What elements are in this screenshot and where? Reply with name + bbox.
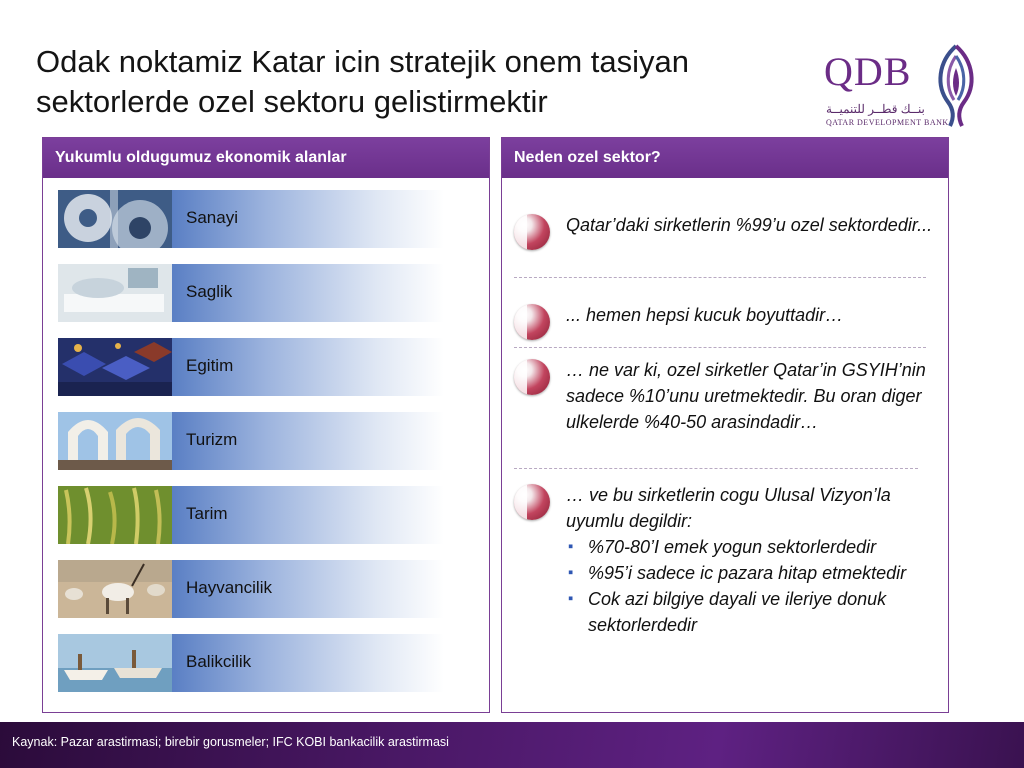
logo-english-text: QATAR DEVELOPMENT BANK (826, 118, 949, 127)
qdb-emblem-icon (928, 42, 984, 128)
qatar-flag-bullet-icon (514, 214, 550, 250)
page-title-line1: Odak noktamiz Katar icin stratejik onem tasiyan (36, 44, 689, 79)
divider-1 (514, 277, 926, 278)
arches-image-icon (58, 412, 172, 470)
sub-bullet-list (566, 534, 946, 638)
why-private-sector-header: Neden ozel sektor? (502, 138, 948, 178)
sector-bar-sanayi (172, 190, 444, 248)
sector-row-hayvancilik (58, 560, 444, 618)
sector-label-hayvancilik: Hayvancilik (186, 578, 272, 597)
sector-row-saglik (58, 264, 444, 322)
fishing-boats-image-icon (58, 634, 172, 692)
sub-bullet-1: ▪ %70-80’I emek yogun sektorlerdedir (566, 534, 946, 560)
qatar-flag-bullet-icon (514, 359, 550, 395)
sector-bar-tarim (172, 486, 444, 544)
sub-bullet-2: ▪ %95’i sadece ic pazara hitap etmektedir (566, 560, 946, 586)
sector-label-balikcilik: Balikcilik (186, 652, 252, 671)
sector-row-balikcilik (58, 634, 444, 692)
divider-2 (514, 347, 926, 348)
sector-row-tarim (58, 486, 444, 544)
divider-3 (514, 468, 918, 469)
page-title (36, 42, 796, 122)
economic-areas-header: Yukumlu oldugumuz ekonomik alanlar (43, 138, 489, 178)
sector-label-turizm: Turizm (186, 430, 238, 449)
economic-areas-panel (42, 137, 490, 713)
sector-label-egitim: Egitim (186, 356, 234, 375)
oryx-image-icon (58, 560, 172, 618)
why-private-sector-panel (501, 137, 949, 713)
sector-bar-saglik (172, 264, 444, 322)
sector-label-saglik: Saglik (186, 282, 233, 301)
graduation-caps-image-icon (58, 338, 172, 396)
reason-text-4-block (566, 482, 946, 638)
qatar-flag-bullet-icon (514, 484, 550, 520)
wheat-field-image-icon (58, 486, 172, 544)
reason-text-3: … ne var ki, ozel sirketler Qatar’in GSYIH’nin sadece %10’unu uretmektedir. Bu oran diger ulkelerde %40-50 arasindadir… (566, 360, 926, 432)
sector-bar-egitim (172, 338, 444, 396)
sub-bullet-3: ▪ Cok azi bilgiye dayali ve ileriye donuk sektorlerdedir (566, 586, 946, 638)
sector-bar-balikcilik (172, 634, 444, 692)
sector-bar-hayvancilik (172, 560, 444, 618)
sector-bar-turizm (172, 412, 444, 470)
reason-text-2: ... hemen hepsi kucuk boyuttadir… (566, 305, 844, 325)
sector-label-sanayi: Sanayi (186, 208, 238, 227)
reason-text-4: … ve bu sirketlerin cogu Ulusal Vizyon’la uyumlu degildir: (566, 485, 891, 531)
hospital-bed-image-icon (58, 264, 172, 322)
logo-wordmark: QDB (824, 49, 912, 94)
qdb-logo (822, 42, 992, 132)
source-note: Kaynak: Pazar arastirmasi; birebir gorusmeler; IFC KOBI bankacilik arastirmasi (12, 735, 449, 749)
reason-text-1: Qatar’daki sirketlerin %99’u ozel sektordedir... (566, 215, 933, 235)
qatar-flag-bullet-icon (514, 304, 550, 340)
sector-row-sanayi (58, 190, 444, 248)
sector-row-egitim (58, 338, 444, 396)
page-title-line2: sektorlerde ozel sektoru gelistirmektir (36, 84, 548, 119)
footer-bar (0, 722, 1024, 768)
sector-row-turizm (58, 412, 444, 470)
logo-arabic-text: بنــك قطــر للتنميــة (826, 102, 925, 116)
gears-image-icon (58, 190, 172, 248)
sector-label-tarim: Tarim (186, 504, 228, 523)
